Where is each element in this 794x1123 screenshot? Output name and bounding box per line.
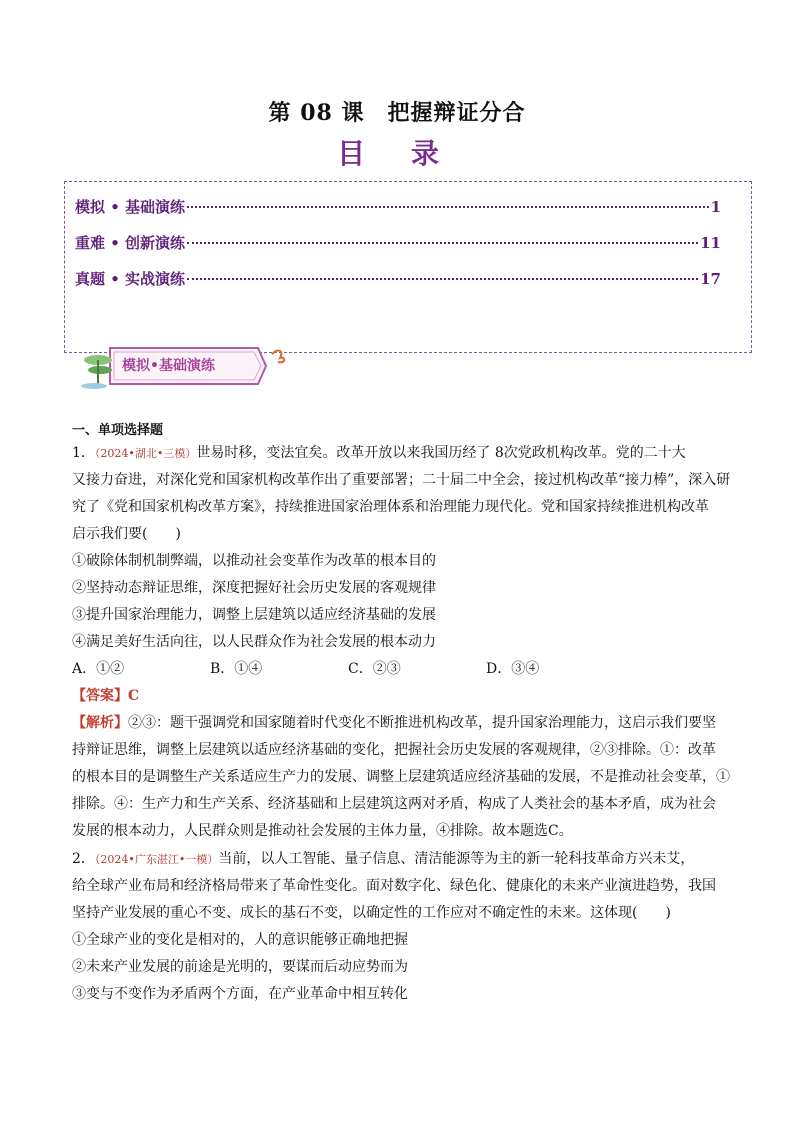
- statement-3: ③提升国家治理能力，调整上层建筑以适应经济基础的发展: [72, 607, 436, 623]
- toc-item-label: 重难 • 创新演练: [75, 234, 186, 252]
- toc-item-label: 模拟 • 基础演练: [75, 198, 186, 216]
- question-stem-line: 又接力奋进，对深化党和国家机构改革作出了重要部署；二十届二中全会，接过机构改革“接力棒”，深入研: [72, 472, 731, 488]
- toc-item-label: 真题 • 实战演练: [75, 270, 186, 288]
- toc-item-page: 17: [700, 270, 721, 288]
- analysis-line: 发展的根本动力，人民群众则是推动社会发展的主体力量，④排除。故本题选C。: [72, 823, 573, 839]
- question-number: 1．: [72, 445, 95, 461]
- section-banner-label: 模拟•基础演练: [122, 358, 215, 374]
- question-number: 2．: [72, 851, 95, 867]
- question-stem-line: 1．（2024•湖北•三模）世易时移，变法宜矣。改革开放以来我国历经了 8次党政机构改革。党的二十大: [72, 445, 686, 461]
- toc-leader: [187, 206, 709, 208]
- toc-leader: [187, 242, 698, 244]
- toc-leader: [187, 278, 698, 280]
- toc-item-3[interactable]: [75, 268, 721, 292]
- answer-line: [72, 683, 732, 710]
- question-2: [72, 846, 732, 1008]
- answer-value: C: [128, 688, 140, 704]
- statement-2: ②坚持动态辩证思维，深度把握好社会历史发展的客观规律: [72, 580, 436, 596]
- toc-heading: 目 录: [337, 137, 457, 170]
- analysis-label: 【解析】: [72, 715, 128, 731]
- question-stem-line: 究了《党和国家机构改革方案》，持续推进国家治理体系和治理能力现代化。党和国家持续推进机构改革: [72, 499, 709, 515]
- analysis-line: 持辩证思维，调整上层建筑以适应经济基础的变化，把握社会历史发展的客观规律，②③排除。①：改革: [72, 742, 716, 758]
- option-a[interactable]: A．①②: [72, 661, 125, 677]
- analysis-line: 排除。④：生产力和生产关系、经济基础和上层建筑这两对矛盾，构成了人类社会的基本矛盾，成为社会: [72, 796, 716, 812]
- statement-2: ②未来产业发展的前途是光明的，要谋而后动应势而为: [72, 959, 408, 975]
- option-d[interactable]: D．③④: [486, 661, 540, 677]
- question-1: [72, 440, 732, 845]
- toc-item-2[interactable]: [75, 232, 721, 256]
- section-title: 一、单项选择题: [72, 423, 164, 438]
- question-stem-line: 给全球产业布局和经济格局带来了革命性变化。面对数字化、绿色化、健康化的未来产业演进趋势，我国: [72, 878, 716, 894]
- answer-options: [72, 656, 732, 683]
- question-stem-line: 坚持产业发展的重心不变、成长的基石不变，以确定性的工作应对不确定性的未来。这体现( ): [72, 905, 671, 921]
- table-of-contents: [64, 181, 752, 353]
- statement-1: ①全球产业的变化是相对的，人的意识能够正确地把握: [72, 932, 408, 948]
- toc-item-1[interactable]: [75, 196, 721, 220]
- toc-item-page: 11: [700, 234, 721, 252]
- statement-4: ④满足美好生活向往，以人民群众作为社会发展的根本动力: [72, 634, 436, 650]
- analysis-line: 的根本目的是调整生产关系适应生产力的发展、调整上层建筑适应经济基础的发展，不是推动社会变革，①: [72, 769, 730, 785]
- option-c[interactable]: C．②③: [348, 661, 401, 677]
- document-title: 第 08 课 把握辩证分合: [268, 100, 526, 126]
- statement-1: ①破除体制机制弊端，以推动社会变革作为改革的根本目的: [72, 553, 436, 569]
- answer-label: 【答案】: [72, 688, 128, 704]
- toc-item-page: 1: [710, 198, 721, 216]
- option-b[interactable]: B．①④: [210, 661, 263, 677]
- question-source: （2024•湖北•三模）: [94, 447, 197, 460]
- analysis-line: 【解析】②③：题干强调党和国家随着时代变化不断推进机构改革，提升国家治理能力，这启示我们要坚: [72, 715, 716, 731]
- statement-3: ③变与不变作为矛盾两个方面，在产业革命中相互转化: [72, 986, 408, 1002]
- question-stem-line: 2．（2024•广东湛江•一模）当前，以人工智能、量子信息、清洁能源等为主的新一轮科技革命方兴未艾，: [72, 851, 695, 867]
- question-stem-line: 启示我们要( ): [72, 526, 181, 542]
- question-source: （2024•广东湛江•一模）: [94, 853, 219, 866]
